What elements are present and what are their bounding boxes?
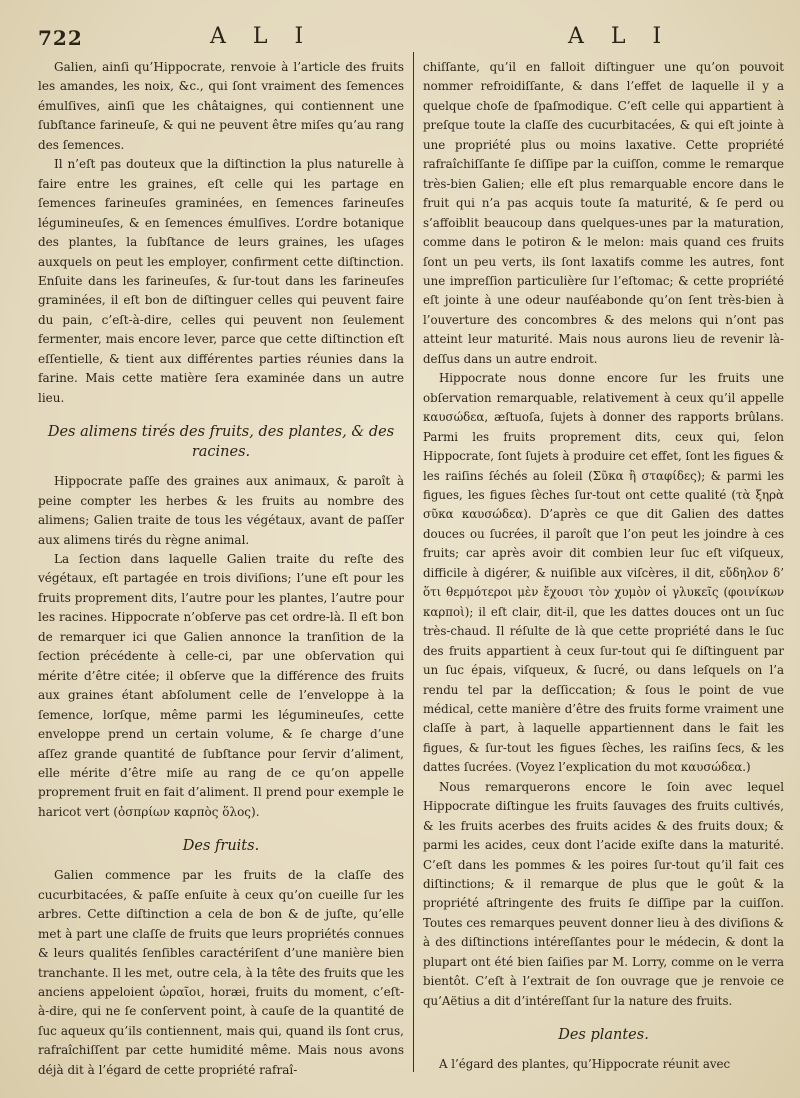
left-column: [38, 58, 404, 1080]
running-header: [38, 20, 770, 54]
paragraph: chiſſante, qu’il en falloit diſtinguer une qu’on pouvoit nommer refroidiſſante, & dans l’effet de laquelle il y a quelque choſe de ſpaſmodique. C’eſt celle qui appartient à preſque toute la claſſe des cucurbitacées, & qui eſt jointe à une propriété plus ou moins laxative. Cette propriété rafraîchiſſante ſe diſſipe par la cuiſſon, comme le remarque très-bien Galien; elle eſt plus remarquable encore dans le fruit qui n’a pas acquis toute ſa maturité, & ſe perd ou s’affoiblit beaucoup dans quelques-unes par la maturation, comme dans le potiron & le melon: mais quand ces fruits ſont un peu verts, ils ſont laxatifs comme les autres, font une impreſſion particulière ſur l’eſtomac; & cette propriété eſt jointe à une odeur nauſéabonde qu’on ſent très-bien à l’ouverture des concombres & des melons qui n’ont pas atteint leur maturité. Mais nous aurons lieu de revenir là-deſſus dans un autre endroit.: [423, 60, 784, 366]
section-heading: Des plantes.: [558, 1027, 649, 1044]
paragraph: A l’égard des plantes, qu’Hippocrate réunit avec: [439, 1057, 731, 1072]
header-title-left: A L I: [210, 24, 314, 49]
section-heading: Des alimens tirés des fruits, des plantes, & des racines.: [47, 424, 395, 461]
column-divider: [413, 52, 414, 1072]
paragraph: La ſection dans laquelle Galien traite du reſte des végétaux, eſt partagée en trois diviſions; l’une eſt pour les fruits proprement dits, l’autre pour les plantes, l’autre pour les racines. Hippocrate n’obſerve pas cet ordre-là. Il eſt bon de remarquer ici que Galien annonce la tranſition de la ſection précédente à celle-ci, par une obſervation qui mérite d’être citée; il obſerve que la différence des fruits aux graines étant abſolument celle de l’enveloppe à la ſemence, lorſque, même parmi les légumineuſes, cette enveloppe prend un certain volume, & ſe charge d’une aſſez grande quantité de ſubſtance pour ſervir d’aliment, elle mérite d’être miſe au rang de ce qu’on appelle proprement fruit en fait d’aliment. Il prend pour exemple le haricot vert (ὀσπρίων καρπὸς ὅλος).: [38, 551, 404, 819]
paragraph: Nous remarquerons encore le ſoin avec lequel Hippocrate diſtingue les fruits ſauvages des fruits cultivés, & les fruits acerbes des fruits acides & des fruits doux; & parmi les acides, ceux dont l’acide exiſte dans la maturité. C’eſt dans les pommes & les poires ſur-tout qu’il fait ces diſtinctions; & il remarque de plus que le goût & la propriété aſtringente des fruits ſe diſſipe par la cuiſſon. Toutes ces remarques peuvent donner lieu à des diviſions & à des diſtinctions intéreſſantes pour le médecin, & dont la plupart ont été bien ſaiſies par M. Lorry, comme on le verra bientôt. C’eſt à l’extrait de ſon ouvrage que je renvoie ce qu’Aëtius a dit d’intéreſſant ſur la nature des fruits.: [423, 779, 784, 1008]
header-title-right: A L I: [568, 24, 672, 49]
page-number: 722: [38, 26, 83, 50]
paragraph: Galien commence par les fruits de la claſſe des cucurbitacées, & paſſe enſuite à ceux qu’on cueille ſur les arbres. Cette diſtinction a cela de bon & de juſte, qu’elle met à part une claſſe de fruits que leurs propriétés connues & leurs qualités ſenſibles caractériſent d’une manière bien tranchante. Il les met, outre cela, à la tête des fruits que les anciens appeloient ὡραῖοι, horæi, fruits du moment, c’eſt-à-dire, qui ne ſe conſervent point, à cauſe de la quantité de ſuc aqueux qu’ils contiennent, mais qui, quand ils ſont crus, rafraîchiſſent par cette humidité même. Mais nous avons déjà dit à l’égard de cette propriété rafraî-: [38, 868, 404, 1077]
right-column: [423, 58, 784, 1075]
section-heading: Des fruits.: [182, 838, 260, 855]
paragraph: Hippocrate nous donne encore ſur les fruits une obſervation remarquable, relativement à ceux qu’il appelle καυσώδεα, æſtuoſa, ſujets à donner des rapports brûlans. Parmi les fruits proprement dits, ceux qui, ſelon Hippocrate, ſont ſujets à produire cet effet, ſont les figues & les raiſins ſéchés au ſoleil (Σῦκα ἢ σταφίδες); & parmi les figues, les figues ſèches ſur-tout ont cette qualité (τὰ ξηρὰ σῦκα καυσώδεα). D’après ce que dit Galien des dattes douces ou ſucrées, il paroît que l’on peut les joindre à ces fruits; car après avoir dit combien leur ſuc eſt viſqueux, difficile à digérer, & nuiſible aux viſcères, il dit, εὔδηλον δ’ ὅτι θερμότεροι μὲν ἔχουσι τὸν χυμὸν οἱ γλυκεῖς (φοινίκων καρποὶ); il eſt clair, dit-il, que les dattes douces ont un ſuc très-chaud. Il réſulte de là que cette propriété dans le ſuc des fruits appartient à ceux ſur-tout qui ſe diſtinguent par un ſuc épais, viſqueux, & ſucré, ou dans leſquels on l’a rendu tel par la deſſiccation; & ſous le point de vue médical, cette manière d’être des fruits forme vraiment une claſſe à part, à laquelle appartiennent dans le fait les figues, & ſur-tout les figues ſèches, les raiſins ſecs, & les dattes ſucrées. (Voyez l’explication du mot καυσώδεα.): [423, 371, 784, 775]
paragraph: Galien, ainſi qu’Hippocrate, renvoie à l’article des fruits les amandes, les noix, &c., qui ſont vraiment des ſemences émulſives, ainſi que les châtaignes, qui contiennent une ſubſtance farineuſe, & qui ne peuvent être miſes qu’au rang des ſemences.: [38, 60, 404, 152]
paragraph: Hippocrate paſſe des graines aux animaux, & paroît à peine compter les herbes & les fruits au nombre des alimens; Galien traite de tous les végétaux, avant de paſſer aux alimens tirés du règne animal.: [38, 474, 404, 547]
paragraph: Il n’eſt pas douteux que la diſtinction la plus naturelle à faire entre les graines, eſt celle qui les partage en ſemences farineuſes graminées, en ſemences farineuſes légumineuſes, & en ſemences émulſives. L’ordre botanique des plantes, la ſubſtance de leurs graines, les uſages auxquels on peut les employer, confirment cette diſtinction. Enſuite dans les farineuſes, & ſur-tout dans les farineuſes graminées, il eſt bon de diſtinguer celles qui peuvent faire du pain, c’eſt-à-dire, celles qui peuvent non ſeulement fermenter, mais encore lever, parce que cette diſtinction eſt eſſentielle, & tient aux différentes parties réunies dans la farine. Mais cette matière ſera examinée dans un autre lieu.: [38, 157, 404, 405]
